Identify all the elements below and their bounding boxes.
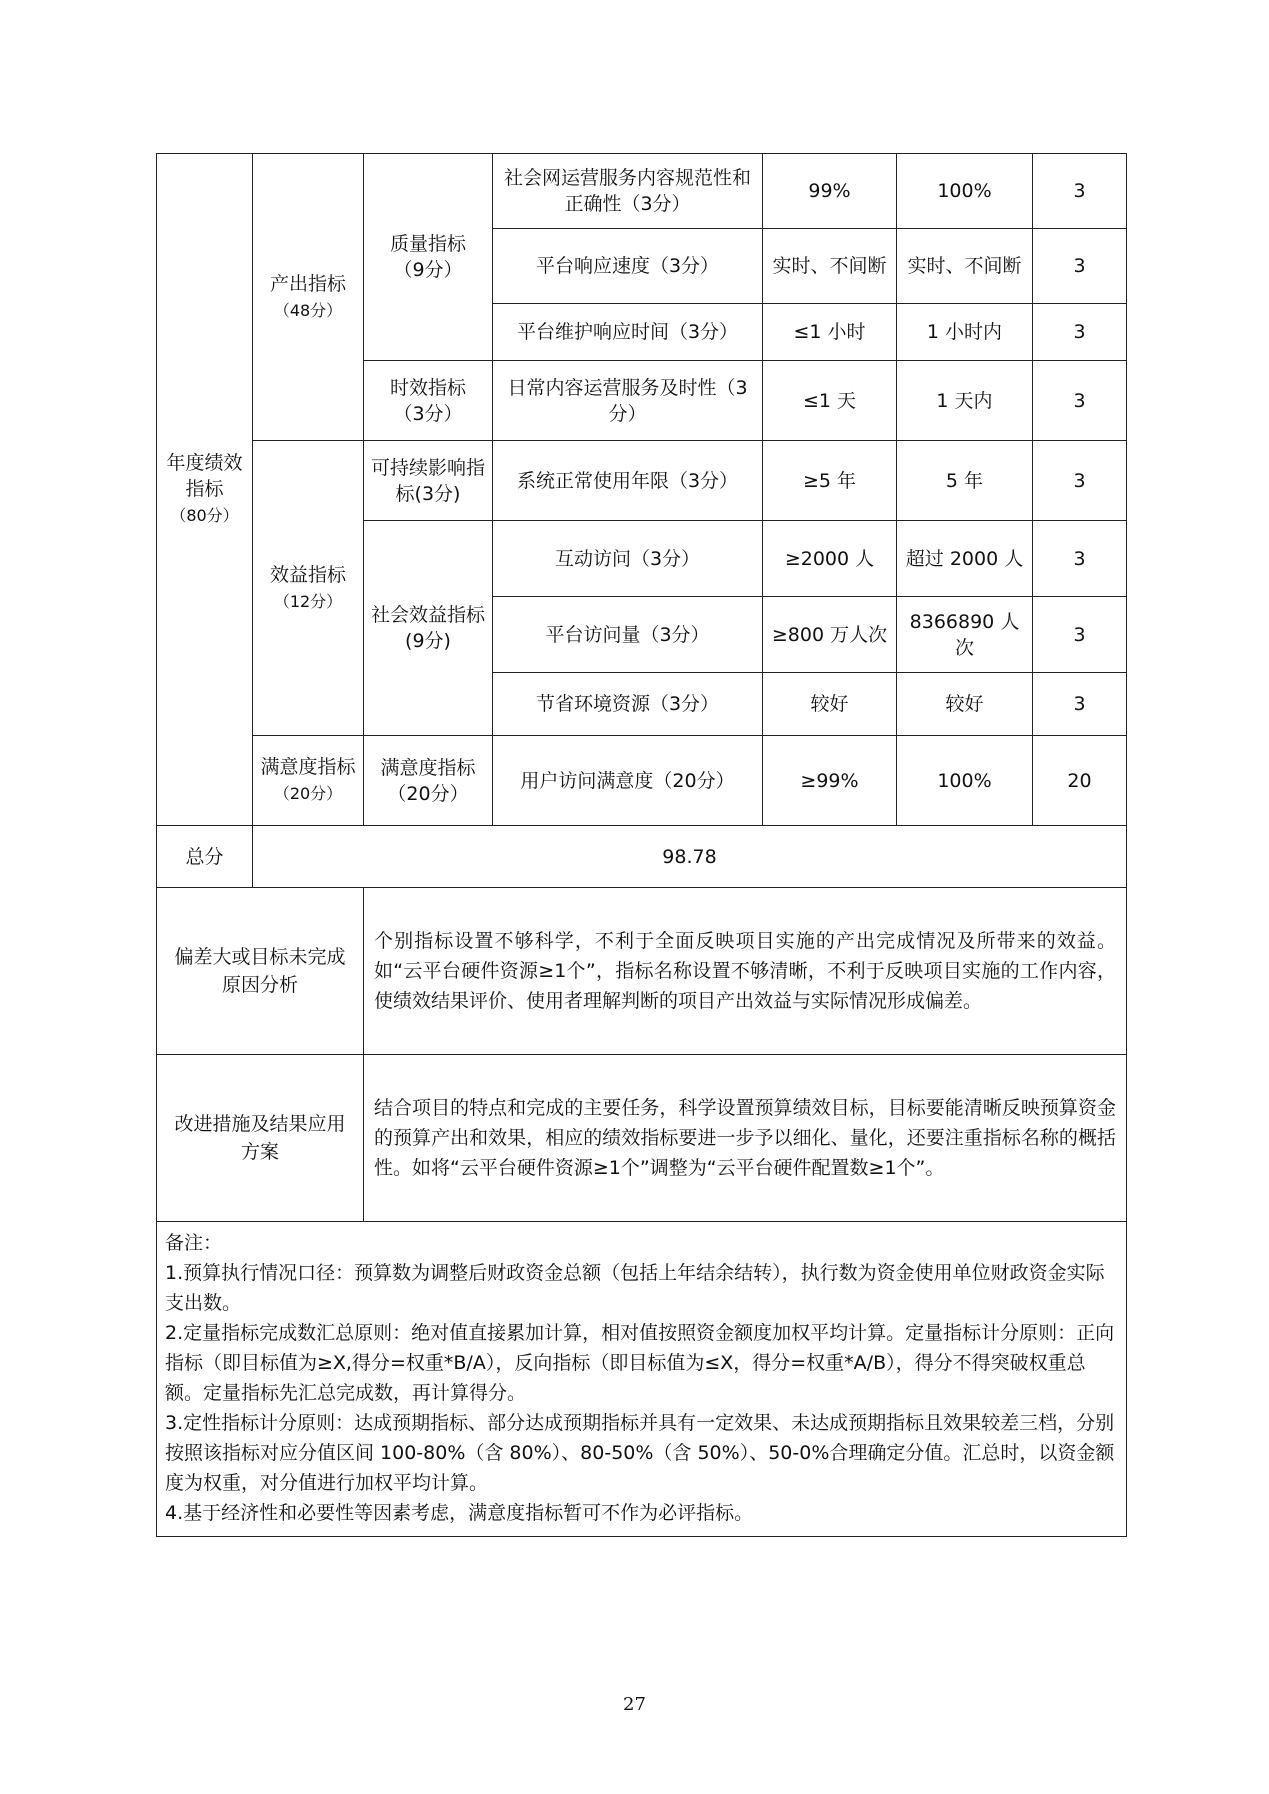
note-item: 3.定性指标计分原则：达成预期指标、部分达成预期指标并具有一定效果、未达成预期指标且效果较差三档，分别按照该指标对应分值区间 100-80%（含 80%）、80-50%（含 50%）、50-0%合理确定分值。汇总时，以资金额度为权重，对分值进行加权平均计算。 (165, 1412, 1115, 1494)
satisfaction-indicator-cell: 满意度指标 （20分） (253, 736, 364, 826)
deviation-row (157, 888, 1127, 1055)
table-row (157, 441, 1127, 521)
total-value: 98.78 (253, 826, 1127, 888)
actual-value: 超过 2000 人 (897, 521, 1033, 597)
output-indicator-cell: 产出指标 （48分） (253, 154, 364, 441)
indicator-name: 社会网运营服务内容规范性和正确性（3分） (493, 154, 763, 229)
actual-value: 实时、不间断 (897, 229, 1033, 304)
score-value: 3 (1033, 441, 1127, 521)
actual-value: 1 天内 (897, 361, 1033, 441)
indicator-name: 平台访问量（3分） (493, 597, 763, 673)
score-value: 3 (1033, 597, 1127, 673)
deviation-text: 个别指标设置不够科学，不利于全面反映项目实施的产出完成情况及所带来的效益。如“云平台硬件资源≥1个”，指标名称设置不够清晰，不利于反映项目实施的工作内容，使绩效结果评价、使用者理解判断的项目产出效益与实际情况形成偏差。 (364, 888, 1127, 1055)
note-item: 4.基于经济性和必要性等因素考虑，满意度指标暂可不作为必评指标。 (165, 1502, 754, 1524)
target-value: 较好 (763, 673, 897, 736)
notes-title: 备注： (165, 1232, 223, 1254)
table-row (157, 154, 1127, 229)
improvement-row (157, 1055, 1127, 1222)
target-value: ≥5 年 (763, 441, 897, 521)
indicator-name: 平台响应速度（3分） (493, 229, 763, 304)
target-value: ≤1 小时 (763, 304, 897, 361)
total-label: 总分 (157, 826, 253, 888)
score-value: 3 (1033, 154, 1127, 229)
actual-value: 8366890 人次 (897, 597, 1033, 673)
actual-value: 100% (897, 154, 1033, 229)
deviation-label: 偏差大或目标未完成原因分析 (157, 888, 364, 1055)
indicator-name: 节省环境资源（3分） (493, 673, 763, 736)
actual-value: 较好 (897, 673, 1033, 736)
score-value: 3 (1033, 304, 1127, 361)
social-benefit-indicator-cell: 社会效益指标(9分) (364, 521, 493, 736)
benefit-indicator-cell: 效益指标 （12分） (253, 441, 364, 736)
indicator-name: 系统正常使用年限（3分） (493, 441, 763, 521)
actual-value: 100% (897, 736, 1033, 826)
target-value: ≥99% (763, 736, 897, 826)
note-item: 1.预算执行情况口径：预算数为调整后财政资金总额（包括上年结余结转），执行数为资金使用单位财政资金实际支出数。 (165, 1262, 1105, 1314)
performance-table (156, 153, 1127, 1537)
indicator-name: 用户访问满意度（20分） (493, 736, 763, 826)
target-value: ≥800 万人次 (763, 597, 897, 673)
target-value: 99% (763, 154, 897, 229)
score-value: 3 (1033, 361, 1127, 441)
total-row (157, 826, 1127, 888)
indicator-name: 互动访问（3分） (493, 521, 763, 597)
sustainability-indicator-cell: 可持续影响指标(3分) (364, 441, 493, 521)
score-value: 20 (1033, 736, 1127, 826)
target-value: 实时、不间断 (763, 229, 897, 304)
quality-indicator-cell: 质量指标 （9分） (364, 154, 493, 361)
annual-indicator-cell: 年度绩效指标 （80分） (157, 154, 253, 826)
actual-value: 5 年 (897, 441, 1033, 521)
score-value: 3 (1033, 229, 1127, 304)
target-value: ≤1 天 (763, 361, 897, 441)
actual-value: 1 小时内 (897, 304, 1033, 361)
page-number: 27 (623, 1694, 646, 1715)
note-item: 2.定量指标完成数汇总原则：绝对值直接累加计算，相对值按照资金额度加权平均计算。定量指标计分原则：正向指标（即目标值为≥X,得分=权重*B/A），反向指标（即目标值为≤X，得分=权重*A/B），得分不得突破权重总额。定量指标先汇总完成数，再计算得分。 (165, 1322, 1115, 1404)
notes-row (157, 1222, 1127, 1537)
indicator-name: 日常内容运营服务及时性（3分） (493, 361, 763, 441)
notes-cell (157, 1222, 1127, 1537)
target-value: ≥2000 人 (763, 521, 897, 597)
improvement-label: 改进措施及结果应用方案 (157, 1055, 364, 1222)
improvement-text: 结合项目的特点和完成的主要任务，科学设置预算绩效目标，目标要能清晰反映预算资金的预算产出和效果，相应的绩效指标要进一步予以细化、量化，还要注重指标名称的概括性。如将“云平台硬件资源≥1个”调整为“云平台硬件配置数≥1个”。 (364, 1055, 1127, 1222)
score-value: 3 (1033, 521, 1127, 597)
indicator-name: 平台维护响应时间（3分） (493, 304, 763, 361)
satisfaction-sub-indicator-cell: 满意度指标 （20分） (364, 736, 493, 826)
score-value: 3 (1033, 673, 1127, 736)
timeliness-indicator-cell: 时效指标 （3分） (364, 361, 493, 441)
table-row (157, 736, 1127, 826)
